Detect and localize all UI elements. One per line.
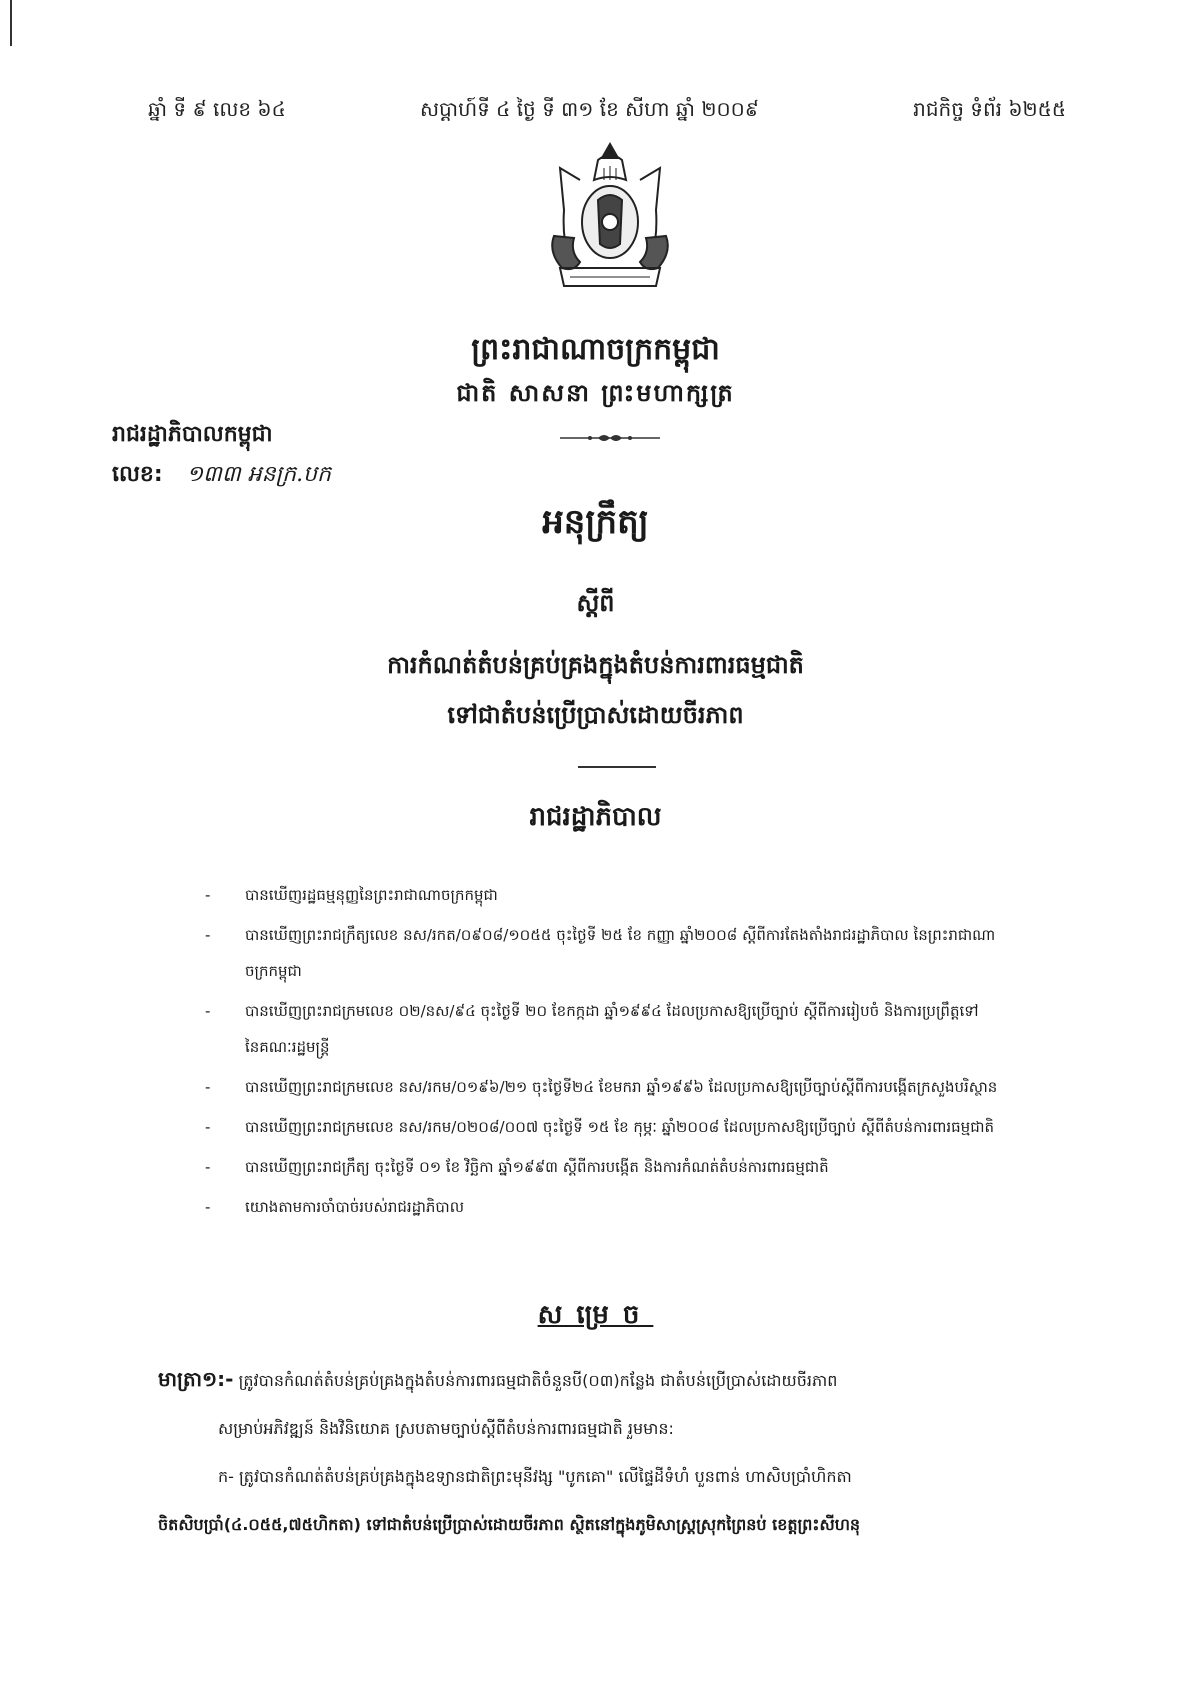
- consideration-item: - បានឃើញព្រះរាជក្រមលេខ នស/រកម/០១៩៦/២១ ចុះថ្ងៃទី២៤ ខែមករា ឆ្នាំ១៩៩៦ ដែលប្រកាសឱ្យប្រើច្បាប់ស្ដីពីការបង្កើតក្រសួងបរិស្ថាន: [205, 1078, 998, 1096]
- gazette-page: រាជកិច្ច ទំព័រ ៦២៥៥: [913, 97, 1066, 121]
- council-heading: រាជរដ្ឋាភិបាល: [529, 802, 662, 832]
- consideration-item: - បានឃើញព្រះរាជក្រឹត្យលេខ នស/រកត/០៩០៨/១០៥៥ ចុះថ្ងៃទី ២៥ ខែ កញ្ញា ឆ្នាំ២០០៨ ស្ដីពីការតែងតាំងរាជរដ្ឋាភិបាល នៃព្រះរាជាណា ចក្រកម្ពុជា: [205, 926, 996, 980]
- article-1-label: មាត្រា១:-: [158, 1367, 234, 1391]
- article-1: [158, 1362, 1088, 1556]
- issuer-name: រាជរដ្ឋាភិបាលកម្ពុជា: [112, 422, 273, 447]
- document-number-label: លេខ:: [112, 462, 163, 487]
- subject-line-2: ទៅជាតំបន់ប្រើប្រាស់ដោយចីរភាព: [447, 701, 744, 729]
- document-type: អនុក្រឹត្យ: [542, 502, 649, 542]
- considerations-list: [205, 880, 1085, 1232]
- consideration-item: - បានឃើញព្រះរាជក្រមលេខ ០២/នស/៩៤ ចុះថ្ងៃទី ២០ ខែកក្កដា ឆ្នាំ១៩៩៤ ដែលប្រកាសឱ្យប្រើច្បាប់ ស្ដីពីការរៀបចំ និងការប្រព្រឹត្តទៅ នៃគណៈរដ្ឋមន្ត្រី: [205, 1002, 979, 1056]
- consideration-item: - បានឃើញព្រះរាជក្រមលេខ នស/រកម/០២០៨/០០៧ ចុះថ្ងៃទី ១៥ ខែ កុម្ភៈ ឆ្នាំ២០០៨ ដែលប្រកាសឱ្យប្រើច្បាប់ ស្ដីពីតំបន់ការពារធម្មជាតិ: [205, 1118, 994, 1136]
- consideration-item: - បានឃើញរដ្ឋធម្មនុញ្ញនៃព្រះរាជាណាចក្រកម្ពុជា: [205, 886, 498, 904]
- article-1-second-line: សម្រាប់អភិវឌ្ឍន៍ និងវិនិយោគ ស្របតាមច្បាប់ស្ដីពីតំបន់ការពារធម្មជាតិ រួមមាន:: [218, 1419, 674, 1438]
- concerning-label: ស្ដីពី: [576, 589, 615, 617]
- royal-coat-of-arms-icon: [540, 140, 680, 302]
- article-1-item-a-cont: ចិតសិបប្រាំ(៤.០៥៥,៧៥ហិកតា) ទៅជាតំបន់ប្រើប្រាស់ដោយចីរភាព ស្ថិតនៅក្នុងភូមិសាស្ត្រស្រុកព្រៃនប់ ខេត្តព្រះសីហនុ: [158, 1515, 861, 1534]
- page-edge-line: [10, 0, 12, 46]
- kingdom-title: ព្រះរាជាណាចក្រកម្ពុជា: [471, 332, 720, 367]
- consideration-item: - យោងតាមការចាំបាច់របស់រាជរដ្ឋាភិបាល: [205, 1198, 464, 1216]
- document-number-value: ១៣៣ អនក្រ.បក: [186, 462, 331, 487]
- consideration-item: - បានឃើញព្រះរាជក្រឹត្យ ចុះថ្ងៃទី ០១ ខែ វិច្ឆិកា ឆ្នាំ១៩៩៣ ស្ដីពីការបង្កើត និងការកំណត់តំបន់ការពារធម្មជាតិ: [205, 1158, 829, 1176]
- section-divider: [578, 766, 656, 768]
- article-1-first-line: [158, 1362, 1088, 1398]
- article-1-item-a: ក- ត្រូវបានកំណត់តំបន់គ្រប់គ្រងក្នុងឧទ្យានជាតិព្រះមុនីវង្ស "បូកគោ" លើផ្ទៃដីទំហំ បួនពាន់ ហាសិបប្រាំហិកតា: [218, 1467, 852, 1486]
- decision-heading: សម្រេច: [537, 1300, 654, 1330]
- document-number: [112, 460, 331, 492]
- gazette-issue: ឆ្នាំ ទី ៩ លេខ ៦៤: [148, 97, 286, 121]
- gazette-date: សប្ដាហ៍ទី ៤ ថ្ងៃ ទី ៣១ ខែ សីហា ឆ្នាំ ២០០៩: [420, 97, 759, 121]
- subject-line-1: ការកំណត់តំបន់គ្រប់គ្រងក្នុងតំបន់ការពារធម្មជាតិ: [387, 651, 804, 679]
- article-1-text: ត្រូវបានកំណត់តំបន់គ្រប់គ្រងក្នុងតំបន់ការពារធម្មជាតិចំនួនបី(០៣)កន្លែង ជាតំបន់ប្រើប្រាស់ដោយចីរភាព: [238, 1371, 838, 1390]
- national-motto: ជាតិ សាសនា ព្រះមហាក្សត្រ: [456, 379, 735, 407]
- ornament-divider: [560, 432, 660, 444]
- issuer-block: [112, 420, 331, 492]
- gazette-header: [0, 96, 1191, 130]
